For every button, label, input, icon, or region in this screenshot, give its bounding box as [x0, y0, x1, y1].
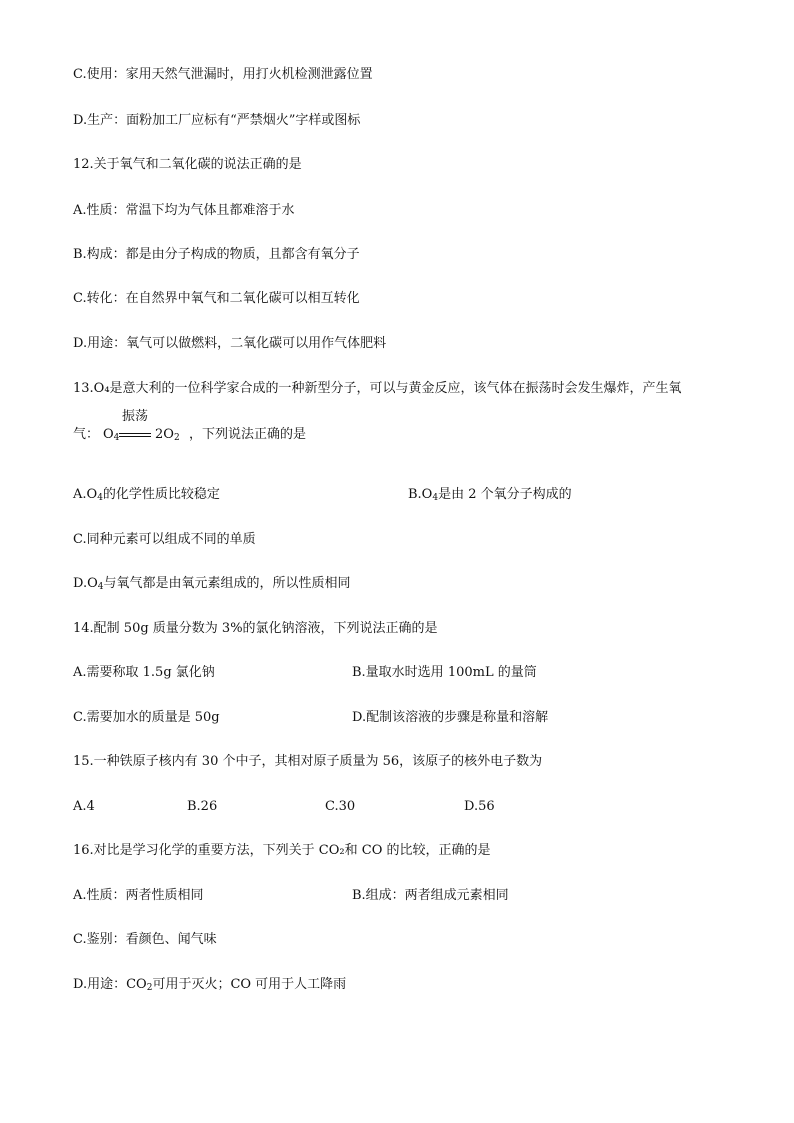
- question-13: 13.O₄是意大利的一位科学家合成的一种新型分子，可以与黄金反应，该气体在振荡时会发生爆炸，产生氧: [73, 381, 682, 396]
- option-text: B.26: [187, 799, 218, 814]
- equation-reactant: $O_4$: [103, 427, 120, 443]
- option-text: D.用途：$CO_2$可用于灭火；CO 可用于人工降雨: [73, 977, 347, 993]
- option-text: $B.O_4$是由 2 个氧分子构成的: [408, 487, 572, 503]
- equation-bar: [119, 436, 151, 437]
- option-text: C.同种元素可以组成不同的单质: [73, 532, 256, 547]
- option-text: A.性质：常温下均为气体且都难溶于水: [73, 203, 295, 218]
- option-text: C.30: [325, 799, 356, 814]
- option-text: $A.O_4$的化学性质比较稳定: [73, 487, 220, 503]
- option-text: A.需要称取 1.5g 氯化钠: [73, 665, 215, 680]
- option-text: A.4: [73, 799, 95, 814]
- equation-prefix: 气：: [73, 427, 100, 442]
- option-text: D.配制该溶液的步骤是称量和溶解: [352, 710, 549, 725]
- option-text: D.用途：氧气可以做燃料，二氧化碳可以用作气体肥料: [73, 336, 387, 351]
- option-text: C.需要加水的质量是 50g: [73, 710, 220, 725]
- equation-product: $2O_2$: [155, 427, 180, 443]
- option-text: C.鉴别：看颜色、闻气味: [73, 932, 217, 947]
- option-text: A.性质：两者性质相同: [73, 888, 204, 903]
- equation-bar: [119, 433, 151, 434]
- question-15: 15.一种铁原子核内有 30 个中子，其相对原子质量为 56，该原子的核外电子数为: [73, 754, 543, 769]
- option-text: C.使用：家用天然气泄漏时，用打火机检测泄露位置: [73, 67, 373, 82]
- option-text: B.构成：都是由分子构成的物质，且都含有氧分子: [73, 247, 360, 262]
- question-16: 16.对比是学习化学的重要方法，下列关于 CO₂和 CO 的比较，正确的是: [73, 843, 491, 858]
- option-text: D.56: [464, 799, 495, 814]
- question-14: 14.配制 50g 质量分数为 3%的氯化钠溶液，下列说法正确的是: [73, 621, 438, 636]
- option-text: B.量取水时选用 100mL 的量筒: [352, 665, 537, 680]
- equation-suffix: ，下列说法正确的是: [189, 427, 307, 442]
- option-text: B.组成：两者组成元素相同: [352, 888, 509, 903]
- question-12: 12.关于氧气和二氧化碳的说法正确的是: [73, 157, 302, 172]
- option-text: D.生产：面粉加工厂应标有“严禁烟火”字样或图标: [73, 113, 361, 128]
- option-text: $D.O_4$与氧气都是由氧元素组成的，所以性质相同: [73, 576, 351, 592]
- option-text: C.转化：在自然界中氧气和二氧化碳可以相互转化: [73, 291, 360, 306]
- equation-condition: 振荡: [122, 409, 149, 424]
